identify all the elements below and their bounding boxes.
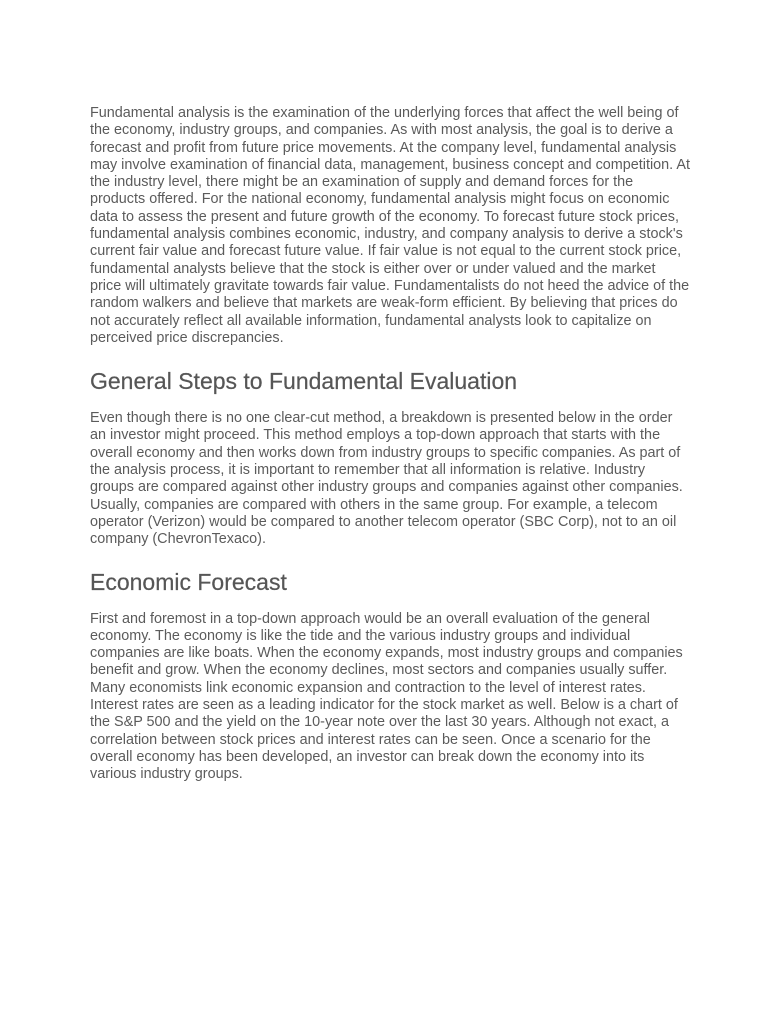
intro-paragraph: Fundamental analysis is the examination of the underlying forces that affect the well being of the economy, industry groups, and companies. As with most analysis, the goal is to derive a forecast and profit from future price movements. At the company level, fundamental analysis may involve examination of financial data, management, business concept and competition. At the industry level, there might be an examination of supply and demand forces for the products offered. For the national economy, fundamental analysis might focus on economic data to assess the present and future growth of the economy. To forecast future stock prices, fundamental analysis combines economic, industry, and company analysis to derive a stock's current fair value and forecast future value. If fair value is not equal to the current stock price, fundamental analysts believe that the stock is either over or under valued and the market price will ultimately gravitate towards fair value. Fundamentalists do not heed the advice of the random walkers and believe that markets are weak-form efficient. By believing that prices do not accurately reflect all available information, fundamental analysts look to capitalize on perceived price discrepancies. [90, 105, 690, 346]
section-heading-economic-forecast: Economic Forecast [90, 568, 287, 595]
general-steps-paragraph: Even though there is no one clear-cut method, a breakdown is presented below in the order an investor might proceed. This method employs a top-down approach that starts with the overall economy and then works down from industry groups to specific companies. As part of the analysis process, it is important to remember that all information is relative. Industry groups are compared against other industry groups and companies against other companies. Usually, companies are compared with others in the same group. For example, a telecom operator (Verizon) would be compared to another telecom operator (SBC Corp), not to an oil company (ChevronTexaco). [90, 410, 683, 548]
section-heading-general-steps: General Steps to Fundamental Evaluation [90, 368, 518, 395]
document-page [90, 105, 690, 784]
economic-forecast-paragraph: First and foremost in a top-down approach would be an overall evaluation of the general economy. The economy is like the tide and the various industry groups and individual companies are like boats. When the economy expands, most industry groups and companies benefit and grow. When the economy declines, most sectors and companies usually suffer. Many economists link economic expansion and contraction to the level of interest rates. Interest rates are seen as a leading indicator for the stock market as well. Below is a chart of the S&P 500 and the yield on the 10-year note over the last 30 years. Although not exact, a correlation between stock prices and interest rates can be seen. Once a scenario for the overall economy has been developed, an investor can break down the economy into its various industry groups. [90, 610, 683, 783]
